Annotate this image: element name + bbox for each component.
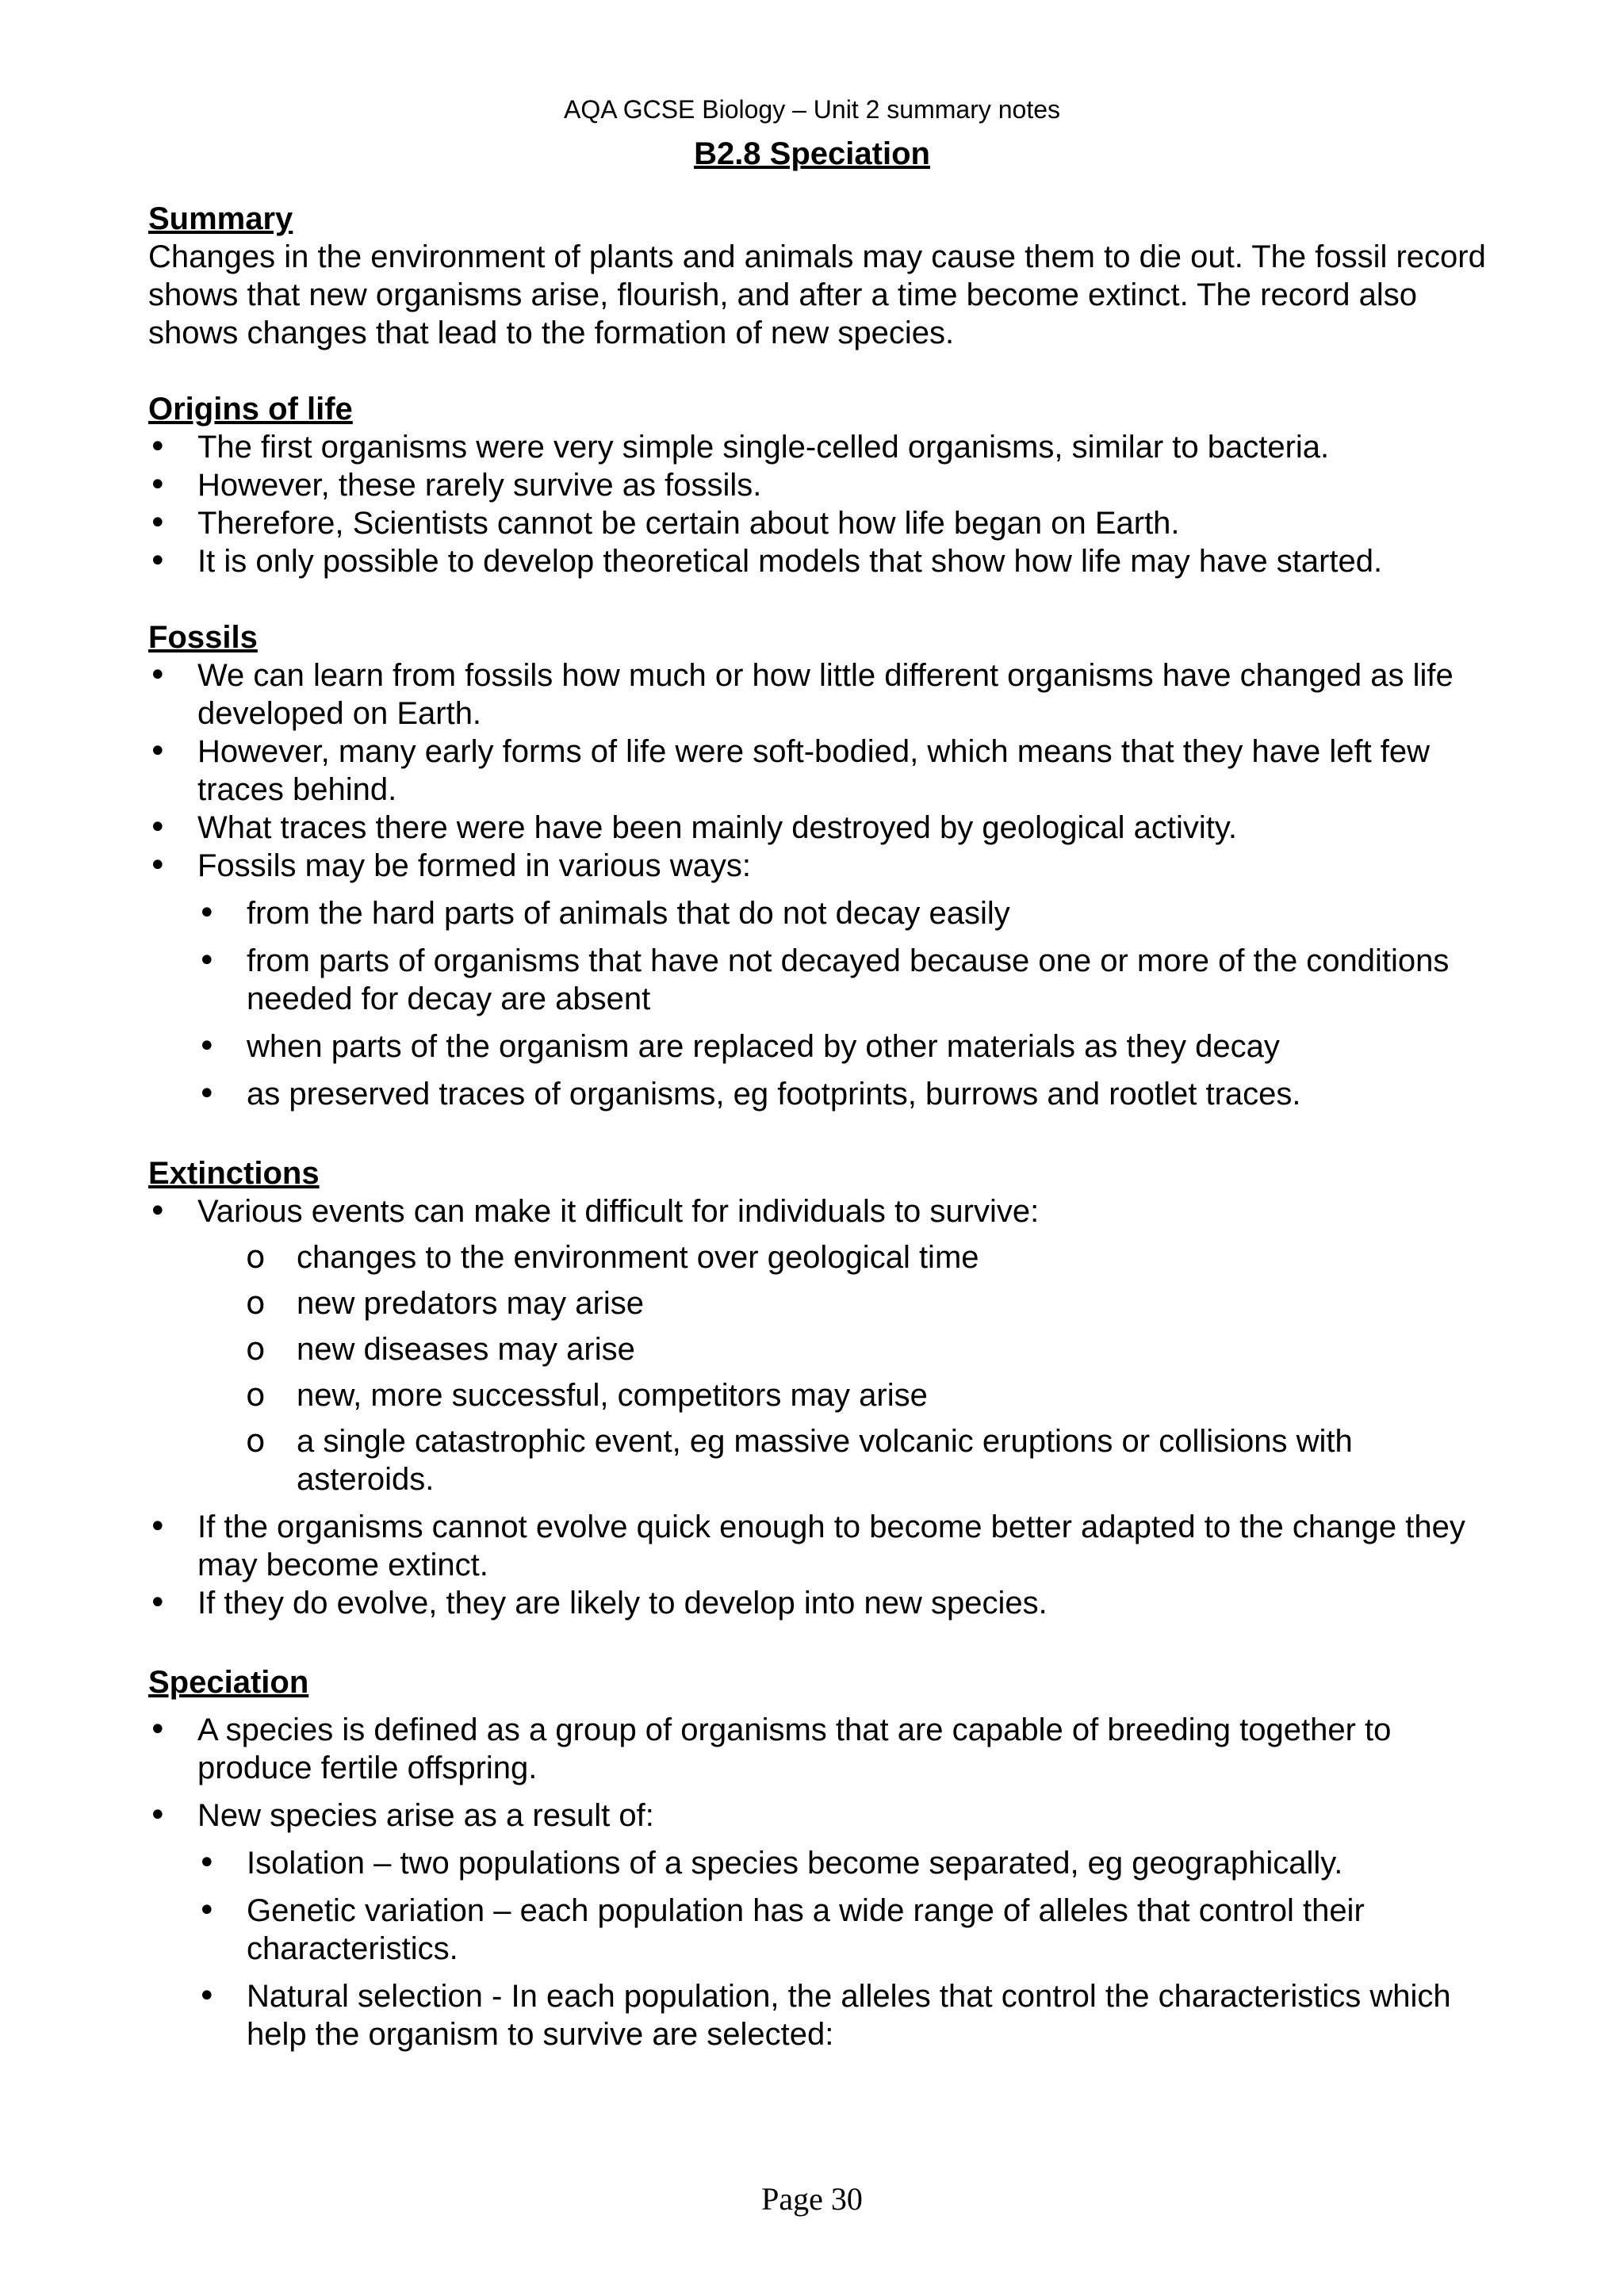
document-header: AQA GCSE Biology – Unit 2 summary notes [563,95,1061,124]
bullet-icon: • [197,943,216,979]
list-item: • from parts of organisms that have not decayed because one or more of the conditions needed for decay are absent [197,943,1450,1016]
page-number: Page 30 [761,2181,863,2217]
extinctions-section [148,1154,1496,1622]
summary-paragraph: Changes in the environment of plants and animals may cause them to die out. The fossil record shows that new organisms arise, flourish, and after a time become extinct. The record also shows changes that lead to the formation of new species. [148,239,1486,350]
circle-bullet-icon: o [246,1285,266,1322]
list-item: • Therefore, Scientists cannot be certain about how life began on Earth. [148,505,1180,541]
bullet-icon: • [148,848,167,884]
bullet-icon: • [148,1509,167,1545]
list-item: • as preserved traces of organisms, eg footprints, burrows and rootlet traces. [197,1076,1301,1112]
list-item: • However, many early forms of life were soft-bodied, which means that they have left few traces behind. [148,733,1431,807]
list-item: • A species is defined as a group of organisms that are capable of breeding together to produce fertile offspring. [148,1712,1392,1785]
summary-section [148,200,1496,352]
section-heading-summary: Summary [148,201,293,236]
bullet-icon: • [148,1585,167,1621]
list-item: • from the hard parts of animals that do not decay easily [197,895,1010,932]
list-item: • We can learn from fossils how much or how little different organisms have changed as life developed on Earth. [148,657,1454,731]
extinctions-outcomes-list [148,1508,1496,1622]
bullet-icon: • [148,733,167,770]
section-heading-speciation: Speciation [148,1665,309,1700]
bullet-icon: • [148,1797,167,1834]
list-item: • However, these rarely survive as fossils. [148,467,762,503]
circle-bullet-icon: o [246,1239,266,1276]
list-item: • Various events can make it difficult for individuals to survive: [148,1193,1040,1230]
list-item: • It is only possible to develop theoretical models that show how life may have started. [148,543,1383,580]
bullet-icon: • [148,543,167,580]
list-item: • when parts of the organism are replaced by other materials as they decay [197,1028,1280,1065]
section-heading-fossils: Fossils [148,620,258,655]
list-item: • Isolation – two populations of a species become separated, eg geographically. [197,1845,1343,1881]
list-item: o changes to the environment over geological time [246,1239,979,1276]
bullet-icon: • [197,1028,216,1065]
speciation-section [148,1663,1496,2053]
list-item: o new, more successful, competitors may arise [246,1377,928,1414]
list-item: • Natural selection - In each population, the alleles that control the characteristics which help the organism to survive are selected: [197,1978,1451,2052]
bullet-icon: • [148,467,167,503]
fossils-sublist [148,894,1496,1113]
bullet-icon: • [197,1978,216,2015]
list-item: • If the organisms cannot evolve quick enough to become better adapted to the change they may become extinct. [148,1509,1465,1582]
speciation-list [148,1711,1496,1835]
bullet-icon: • [148,429,167,465]
fossils-list [148,656,1496,885]
circle-bullet-icon: o [246,1331,266,1368]
circle-bullet-icon: o [246,1423,266,1460]
list-item: • Genetic variation – each population has a wide range of alleles that control their characteristics. [197,1892,1365,1966]
speciation-sublist [148,1844,1496,2053]
bullet-icon: • [197,1076,216,1112]
fossils-section [148,618,1496,1113]
origins-section [148,390,1496,580]
bullet-icon: • [148,657,167,694]
bullet-icon: • [148,505,167,541]
section-heading-origins: Origins of life [148,392,353,427]
page-content [148,94,1496,2053]
bullet-icon: • [148,1712,167,1748]
bullet-icon: • [148,1193,167,1230]
list-item: o new predators may arise [246,1285,644,1322]
bullet-icon: • [197,1892,216,1929]
list-item: • The first organisms were very simple single-celled organisms, similar to bacteria. [148,429,1330,465]
list-item: • New species arise as a result of: [148,1797,654,1834]
bullet-icon: • [197,1845,216,1881]
list-item: o a single catastrophic event, eg massive volcanic eruptions or collisions with asteroids. [246,1423,1353,1497]
bullet-icon: • [197,895,216,932]
origins-list [148,428,1496,580]
list-item: • If they do evolve, they are likely to develop into new species. [148,1585,1048,1621]
circle-bullet-icon: o [246,1377,266,1414]
list-item: • Fossils may be formed in various ways: [148,848,752,884]
list-item: o new diseases may arise [246,1331,635,1368]
section-heading-extinctions: Extinctions [148,1156,320,1191]
list-item: • What traces there were have been mainly destroyed by geological activity. [148,809,1238,846]
bullet-icon: • [148,809,167,846]
extinctions-list [148,1192,1496,1230]
extinctions-sublist [148,1238,1496,1498]
document-title: B2.8 Speciation [694,136,930,171]
